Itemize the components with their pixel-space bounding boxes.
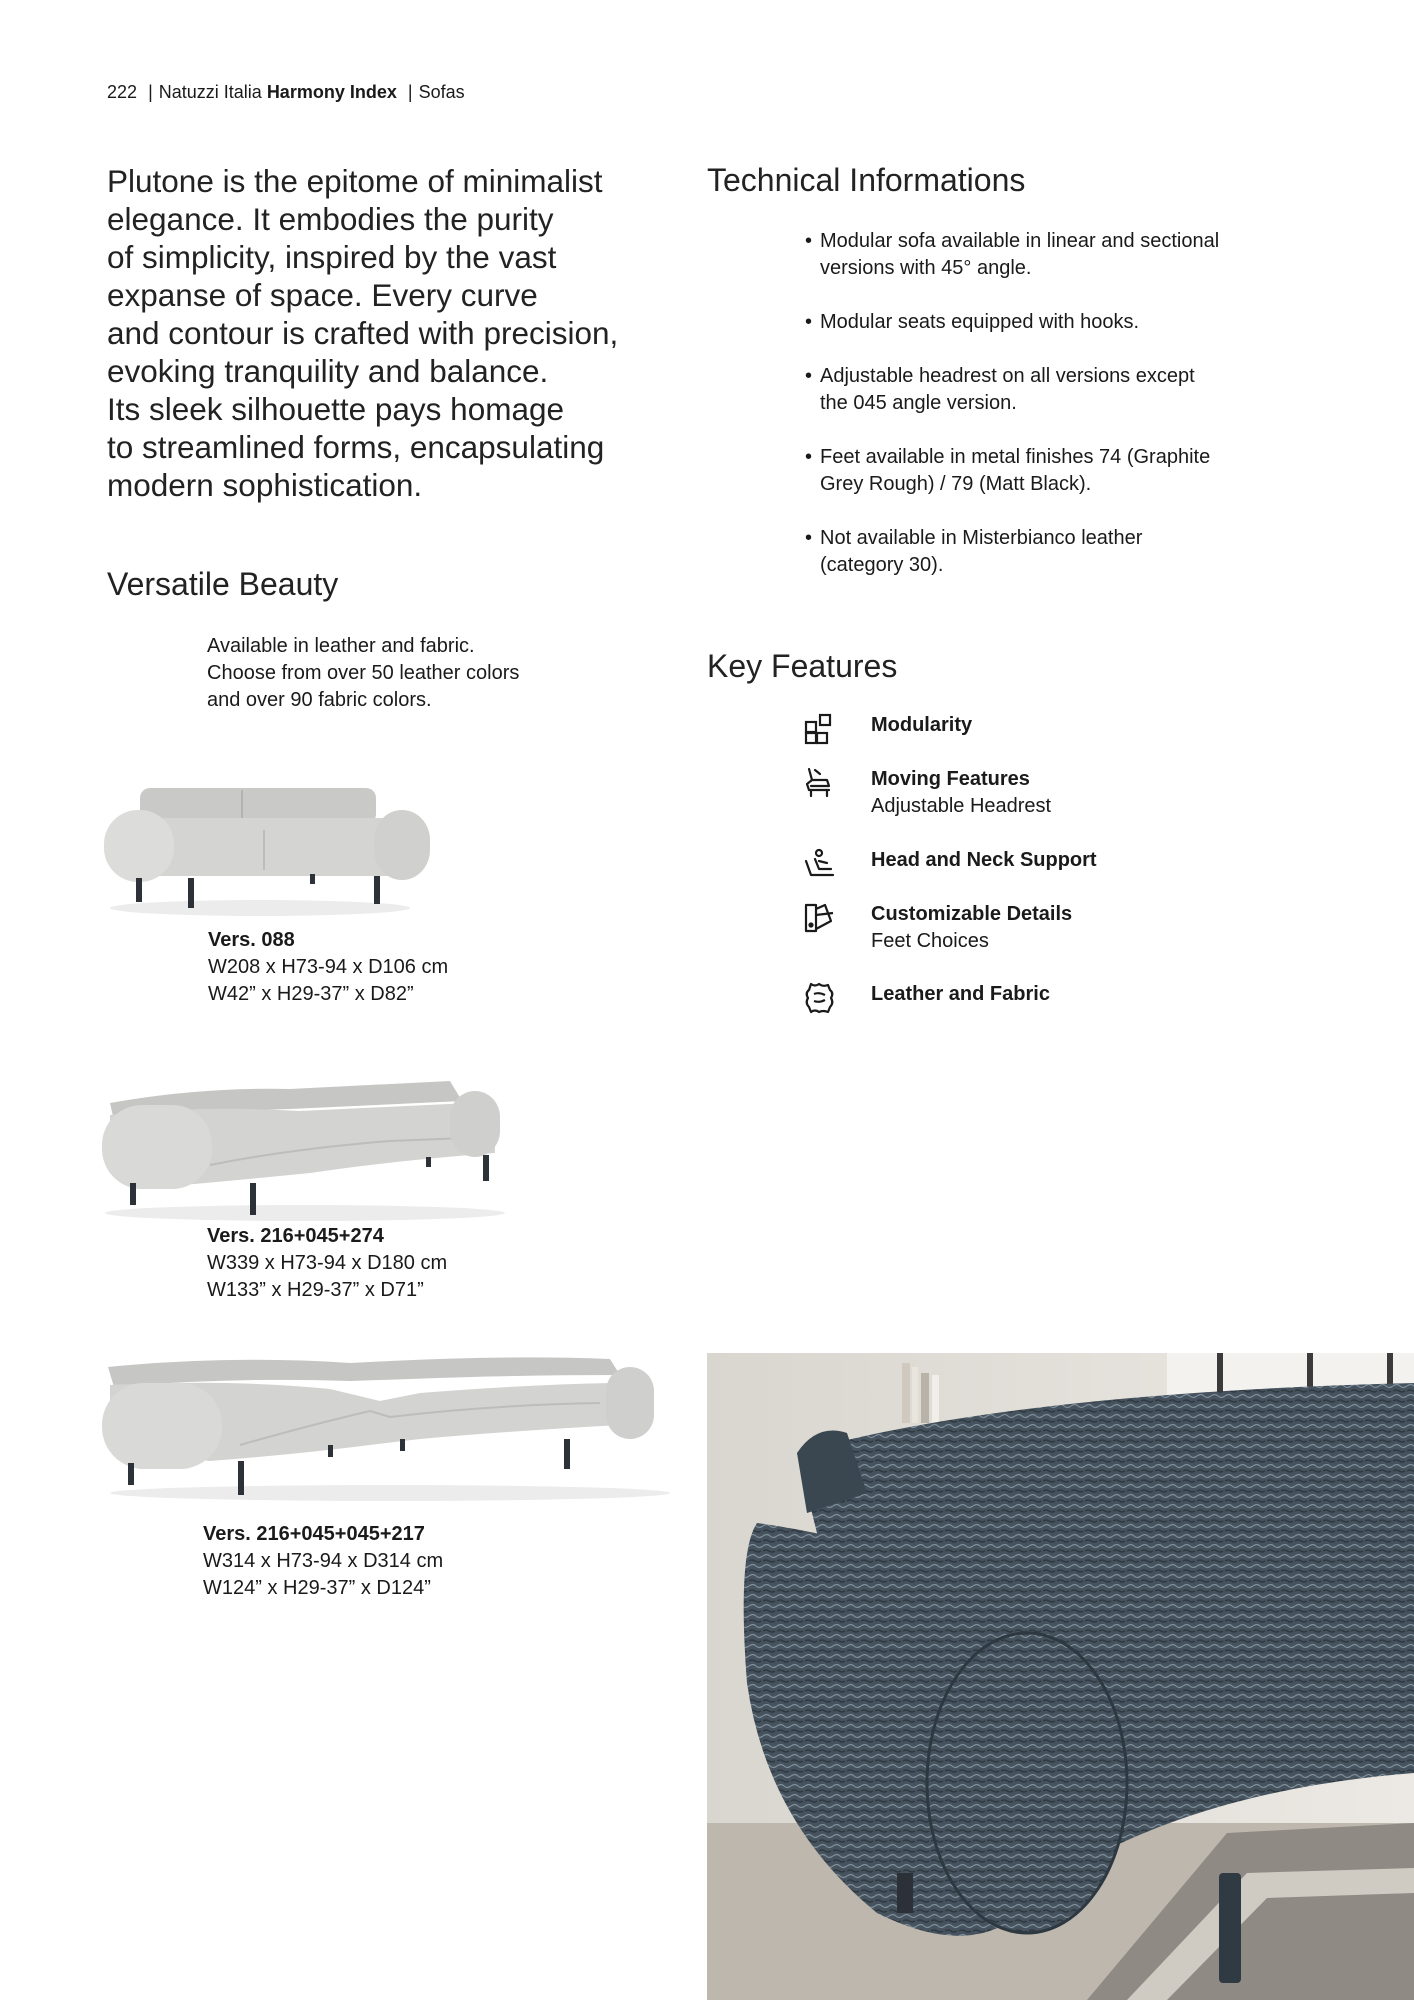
feature-title: Leather and Fabric <box>871 983 1050 1005</box>
version-name: Vers. 216+045+274 <box>207 1225 384 1247</box>
intro-line: and contour is crafted with precision, <box>107 315 619 351</box>
technical-item-line: • Modular seats equipped with hooks. <box>820 311 1140 333</box>
versatile-beauty-text <box>207 633 519 714</box>
sofa-image-version-088 <box>90 770 430 920</box>
header-separator: | <box>407 82 413 102</box>
technical-info-list <box>805 228 1275 606</box>
version-spec <box>203 1521 443 1602</box>
intro-line: to streamlined forms, encapsulating <box>107 429 605 465</box>
technical-item <box>805 525 1275 579</box>
version-imperial: W133” x H29-37” x D71” <box>207 1279 424 1301</box>
technical-item-line: the 045 angle version. <box>820 392 1017 414</box>
version-metric: W314 x H73-94 x D314 cm <box>203 1550 444 1572</box>
intro-line: of simplicity, inspired by the vast <box>107 239 557 275</box>
technical-item-line: • Modular sofa available in linear and sectional <box>820 230 1220 252</box>
modularity-icon <box>803 712 837 746</box>
sofa-image-version-216-045-045-217 <box>90 1345 690 1505</box>
catalog-name: Harmony Index <box>266 82 397 102</box>
technical-item-line: (category 30). <box>820 554 944 576</box>
intro-line: Plutone is the epitome of minimalist <box>107 163 603 199</box>
version-name: Vers. 216+045+045+217 <box>203 1523 425 1545</box>
version-metric: W339 x H73-94 x D180 cm <box>207 1252 448 1274</box>
intro-line: elegance. It embodies the purity <box>107 201 554 237</box>
feature-subtitle: Adjustable Headrest <box>871 795 1052 817</box>
version-metric: W208 x H73-94 x D106 cm <box>208 956 449 978</box>
technical-item-line: Grey Rough) / 79 (Matt Black). <box>820 473 1092 495</box>
head-neck-support-icon <box>803 847 837 881</box>
page-header <box>107 82 465 103</box>
feature-subtitle: Feet Choices <box>871 930 989 952</box>
technical-item <box>805 228 1275 282</box>
brand-name: Natuzzi Italia <box>158 82 262 102</box>
customizable-details-icon <box>803 901 837 935</box>
vb-line: Choose from over 50 leather colors <box>207 662 520 684</box>
leather-fabric-icon <box>803 981 837 1015</box>
intro-line: Its sleek silhouette pays homage <box>107 391 565 427</box>
feature-title: Moving Features <box>871 768 1030 790</box>
version-spec <box>207 1223 447 1304</box>
vb-line: and over 90 fabric colors. <box>207 689 432 711</box>
technical-item-line: • Feet available in metal finishes 74 (Graphite <box>820 446 1211 468</box>
technical-item-line: • Not available in Misterbianco leather <box>820 527 1143 549</box>
vb-line: Available in leather and fabric. <box>207 635 475 657</box>
key-features-title: Key Features <box>707 648 898 684</box>
version-imperial: W124” x H29-37” x D124” <box>203 1577 431 1599</box>
technical-info-title: Technical Informations <box>707 162 1026 198</box>
sofa-fabric-photo <box>707 1353 1414 2000</box>
technical-item <box>805 309 1275 336</box>
feature-title: Modularity <box>871 714 973 736</box>
sofa-image-version-216-045-274 <box>90 1065 520 1225</box>
technical-item-line: • Adjustable headrest on all versions except <box>820 365 1195 387</box>
section-name: Sofas <box>418 82 465 102</box>
intro-line: modern sophistication. <box>107 467 423 503</box>
intro-line: evoking tranquility and balance. <box>107 353 549 389</box>
intro-paragraph <box>107 162 667 504</box>
header-separator: | <box>148 82 153 102</box>
feature-title: Head and Neck Support <box>871 849 1097 871</box>
version-spec <box>208 927 448 1008</box>
technical-item-line: versions with 45° angle. <box>820 257 1032 279</box>
versatile-beauty-title: Versatile Beauty <box>107 566 339 602</box>
page-number: 222 <box>107 82 138 102</box>
version-imperial: W42” x H29-37” x D82” <box>208 983 414 1005</box>
technical-item <box>805 363 1275 417</box>
technical-item <box>805 444 1275 498</box>
version-name: Vers. 088 <box>208 929 295 951</box>
intro-line: expanse of space. Every curve <box>107 277 538 313</box>
moving-features-icon <box>803 766 837 800</box>
feature-title: Customizable Details <box>871 903 1073 925</box>
